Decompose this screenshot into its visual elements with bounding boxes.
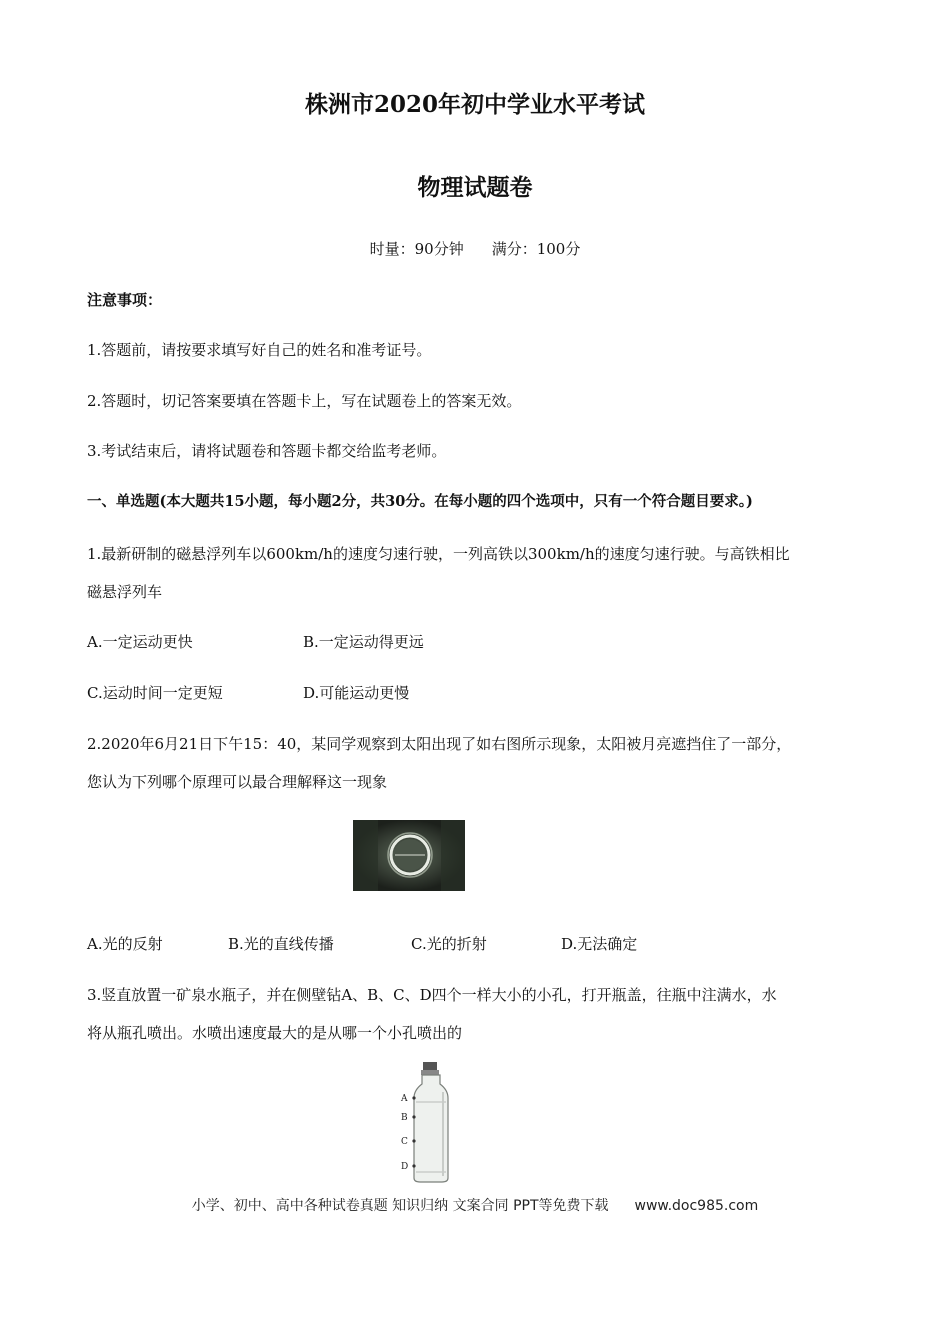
bottle-label-c: C: [401, 1137, 408, 1147]
footer-text: 小学、初中、高中各种试卷真题 知识归纳 文案合同 PPT等免费下载: [191, 1198, 609, 1214]
question-1-text-cont: 磁悬浮列车: [87, 583, 163, 601]
exam-info: [0, 238, 950, 259]
note-item: 3.考试结束后，请将试题卷和答题卡都交给监考老师。: [87, 442, 447, 460]
bottle-label-d: D: [401, 1162, 409, 1172]
note-item: 1.答题前，请按要求填写好自己的姓名和准考证号。: [87, 341, 432, 359]
q1-option-c: C.运动时间一定更短: [87, 684, 223, 702]
q1-option-b: B.一定运动得更远: [303, 633, 424, 651]
full-score: 满分：100分: [491, 240, 581, 258]
q2-option-c: C.光的折射: [411, 935, 487, 953]
question-3-text: 3.竖直放置一矿泉水瓶子，并在侧壁钻A、B、C、D四个一样大小的小孔，打开瓶盖，往瓶中注满水，水: [87, 986, 777, 1004]
q2-option-d: D.无法确定: [561, 935, 638, 953]
exam-title: 株洲市2020年初中学业水平考试: [304, 91, 645, 118]
page-footer: [0, 1195, 950, 1215]
q2-option-a: A.光的反射: [87, 935, 163, 953]
q1-option-d: D.可能运动更慢: [303, 684, 410, 702]
notes-heading: 注意事项：: [87, 291, 163, 309]
section-heading: 一、单选题(本大题共15小题，每小题2分，共30分。在每小题的四个选项中，只有一个符合题目要求。): [87, 493, 753, 510]
bottle-label-b: B: [401, 1113, 408, 1123]
q2-option-b: B.光的直线传播: [228, 935, 334, 953]
question-1-text: 1.最新研制的磁悬浮列车以600km/h的速度匀速行驶，一列高铁以300km/h的速度匀速行驶。与高铁相比: [87, 545, 790, 563]
solar-eclipse-photo: [353, 820, 465, 891]
exam-subtitle: 物理试题卷: [417, 174, 533, 201]
question-2-text-cont: 您认为下列哪个原理可以最合理解释这一现象: [87, 773, 388, 791]
water-bottle-figure: [390, 1062, 462, 1184]
footer-url[interactable]: www.doc985.com: [634, 1198, 759, 1214]
question-2-text: 2.2020年6月21日下午15：40，某同学观察到太阳出现了如右图所示现象，太阳被月亮遮挡住了一部分，: [87, 735, 792, 753]
bottle-label-a: A: [401, 1094, 408, 1104]
note-item: 2.答题时，切记答案要填在答题卡上，写在试题卷上的答案无效。: [87, 392, 522, 410]
duration: 时量：90分钟: [369, 240, 464, 258]
question-3-text-cont: 将从瓶孔喷出。水喷出速度最大的是从哪一个小孔喷出的: [87, 1024, 463, 1042]
q1-option-a: A.一定运动更快: [87, 633, 193, 651]
